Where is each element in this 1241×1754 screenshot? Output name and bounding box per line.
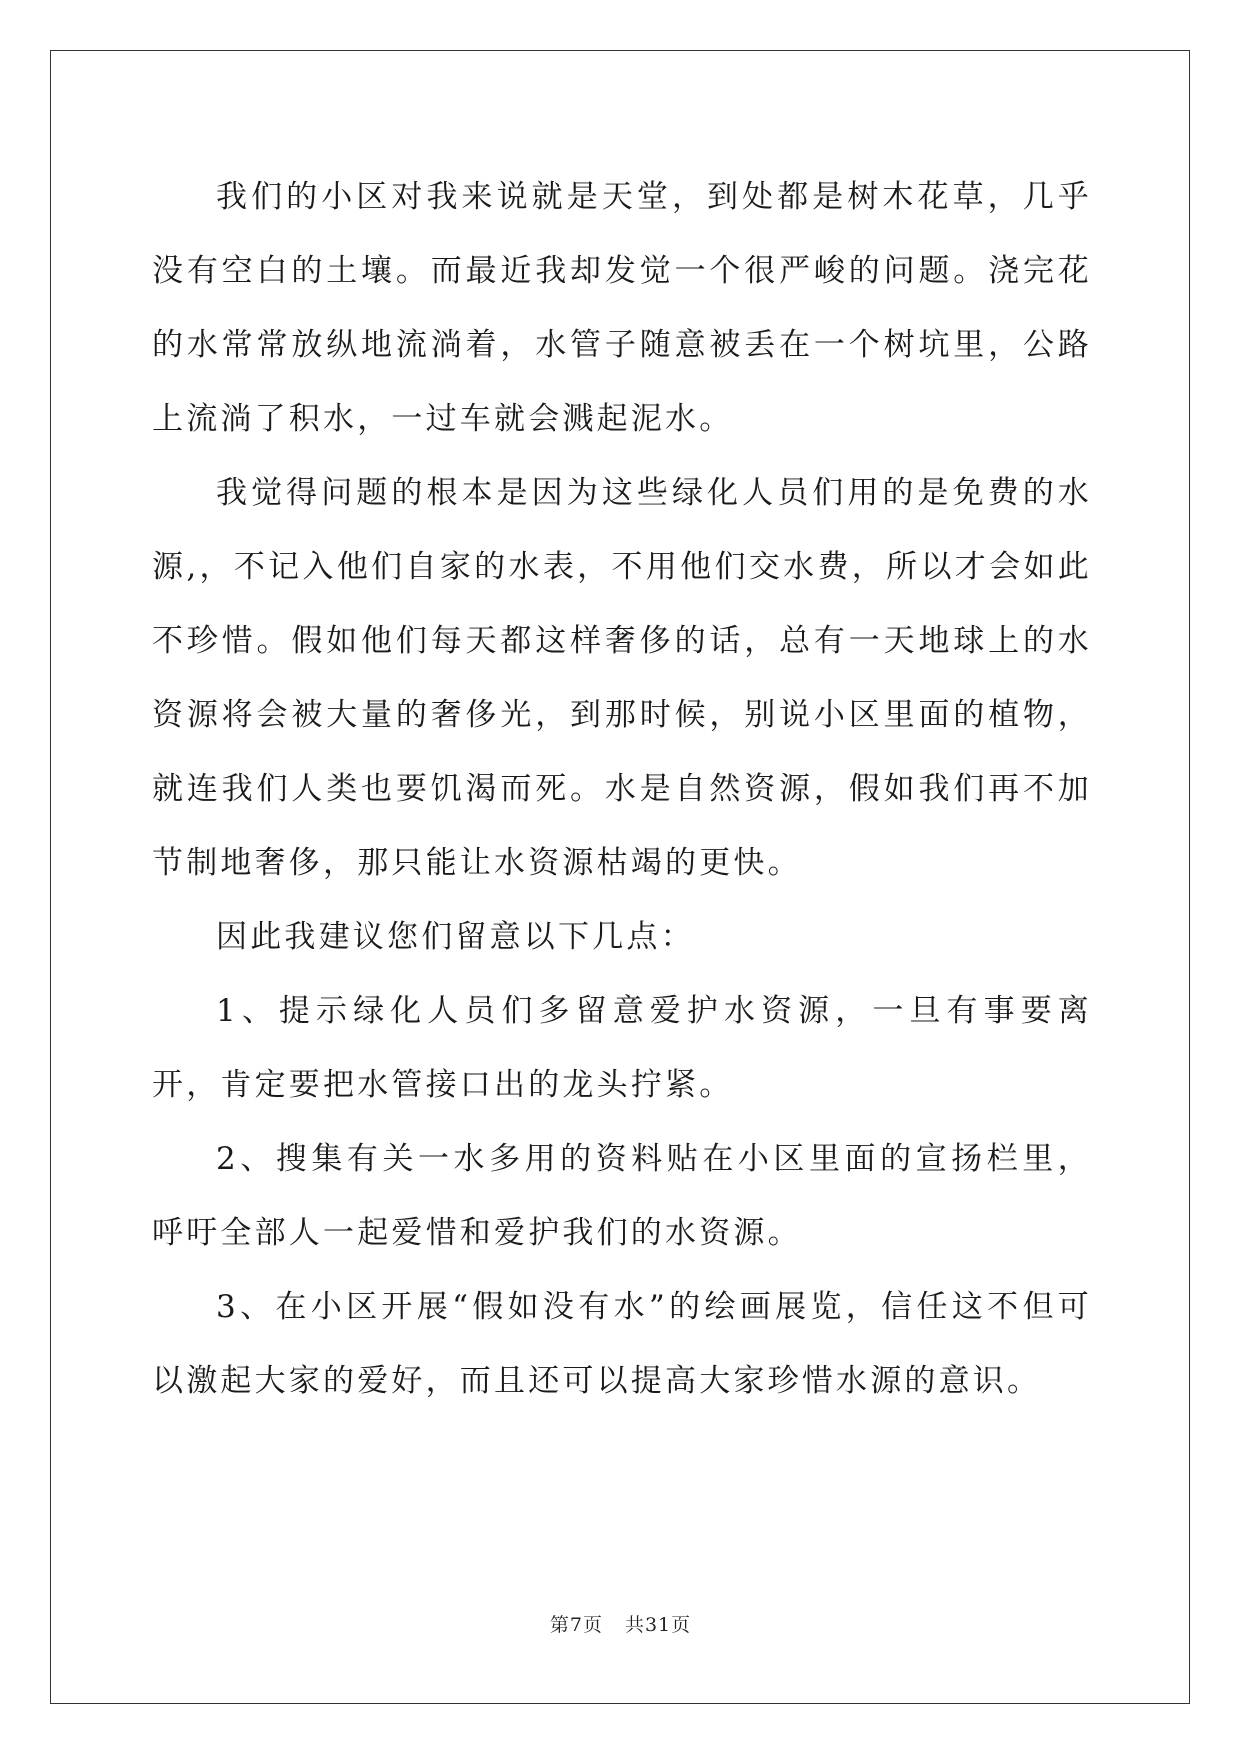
document-body <box>152 160 1092 1418</box>
paragraph-6: 3、在小区开展“假如没有水”的绘画展览，信任这不但可以激起大家的爱好，而且还可以提高大家珍惜水源的意识。 <box>152 1289 1092 1399</box>
paragraph-5: 2、搜集有关一水多用的资料贴在小区里面的宣扬栏里，呼吁全部人一起爱惜和爱护我们的水资源。 <box>152 1141 1092 1251</box>
page-number: 第7页 <box>549 1614 603 1636</box>
paragraph-1: 我们的小区对我来说就是天堂，到处都是树木花草，几乎没有空白的土壤。而最近我却发觉一个很严峻的问题。浇完花的水常常放纵地流淌着，水管子随意被丢在一个树坑里，公路上流淌了积水，一过车就会溅起泥水。 <box>152 179 1092 437</box>
paragraph-2: 我觉得问题的根本是因为这些绿化人员们用的是免费的水源,，不记入他们自家的水表，不用他们交水费，所以才会如此不珍惜。假如他们每天都这样奢侈的话，总有一天地球上的水资源将会被大量的奢侈光，到那时候，别说小区里面的植物，就连我们人类也要饥渴而死。水是自然资源，假如我们再不加节制地奢侈，那只能让水资源枯竭的更快。 <box>152 475 1092 881</box>
paragraph-3: 因此我建议您们留意以下几点： <box>216 919 695 955</box>
page-footer <box>0 1610 1241 1637</box>
paragraph-4: 1、提示绿化人员们多留意爱护水资源，一旦有事要离开，肯定要把水管接口出的龙头拧紧。 <box>152 993 1092 1103</box>
page-total: 共31页 <box>624 1614 692 1636</box>
